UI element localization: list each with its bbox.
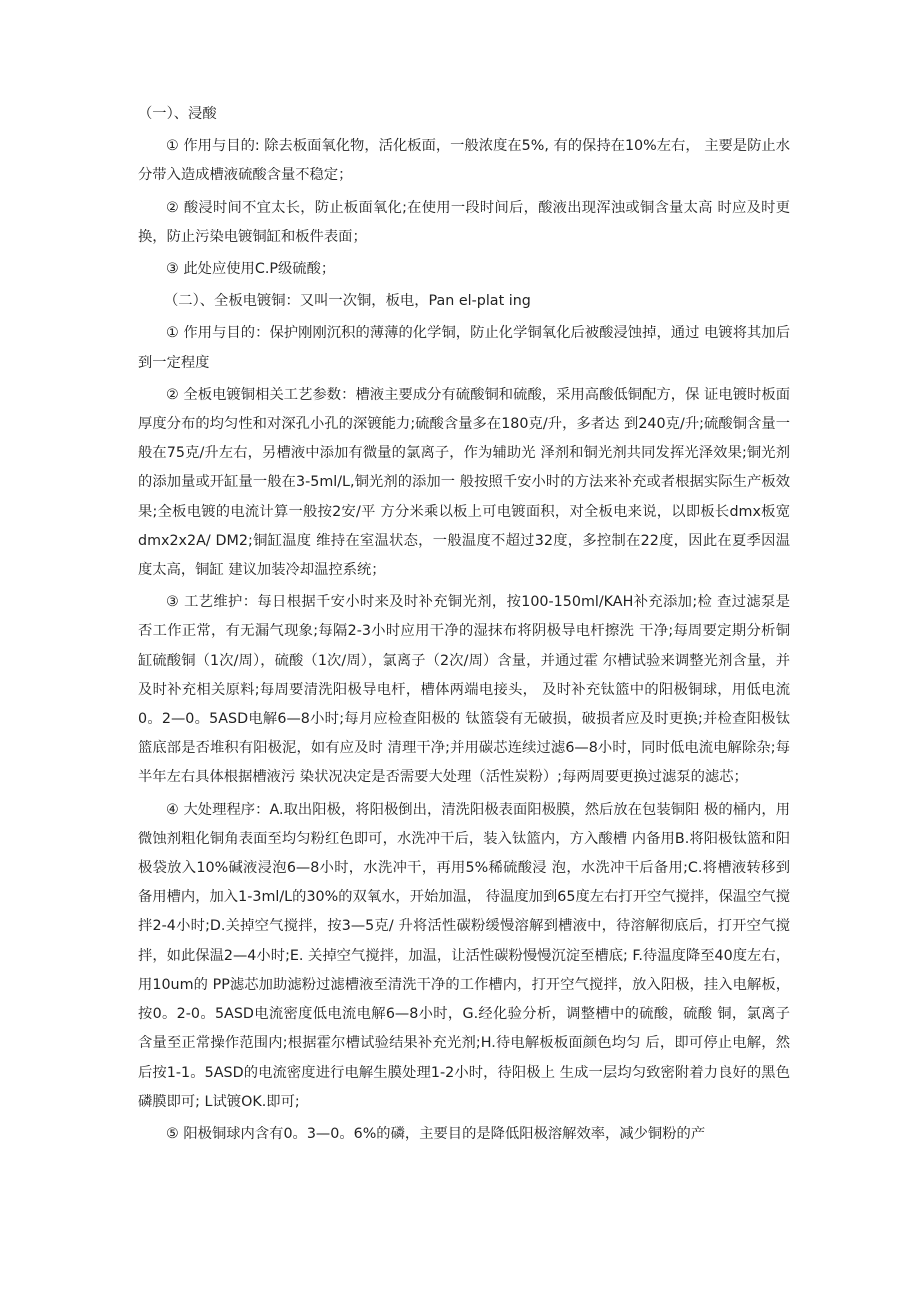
section-heading-panel-plating: （二）、全板电镀铜：又叫一次铜，板电，Pan el-plat ing bbox=[164, 293, 531, 310]
paragraph-panel-plating-purpose: ① 作用与目的：保护刚刚沉积的薄薄的化学铜，防止化学铜氧化后被酸浸蚀掉，通过 电镀将其加后到一定程度 bbox=[138, 325, 790, 371]
document-page bbox=[138, 100, 790, 1152]
paragraph-major-treatment: ④ 大处理程序：A.取出阳极，将阳极倒出，清洗阳极表面阳极膜，然后放在包装铜阳 极的桶内，用微蚀剂粗化铜角表面至均匀粉红色即可，水洗冲干后，装入钛篮内，方入酸槽 内备用B.将阳极钛篮和阳极袋放入10%碱液浸泡6—8小时，水洗冲干，再用5%稀硫酸浸 泡，水洗冲干后备用;C.将槽液转移到备用槽内，加入1-3ml/L的30%的双氧水，开始加温， 待温度加到65度左右打开空气搅拌，保温空气搅拌2-4小时;D.关掉空气搅拌，按3—5克/ 升将活性碳粉缓慢溶解到槽液中，待溶解彻底后，打开空气搅拌，如此保温2—4小时;E. 关掉空气搅拌，加温，让活性碳粉慢慢沉淀至槽底; F.待温度降至40度左右，用10um的 PP滤芯加助滤粉过滤槽液至清洗干净的工作槽内，打开空气搅拌，放入阳极，挂入电解板， 按0。2-0。5ASD电流密度低电流电解6—8小时，G.经化验分析，调整槽中的硫酸，硫酸 铜，氯离子含量至正常操作范围内;根据霍尔槽试验结果补充光剂;H.待电解板板面颜色均匀 后，即可停止电解，然后按1-1。5ASD的电流密度进行电解生膜处理1-2小时，待阳极上 生成一层均匀致密附着力良好的黑色磷膜即可; L试镀OK.即可; bbox=[138, 801, 790, 1110]
section-heading-acid-dip: （一）、浸酸 bbox=[138, 106, 217, 122]
paragraph-acid-dip-grade: ③ 此处应使用C.P级硫酸； bbox=[166, 261, 336, 278]
paragraph-acid-dip-time: ② 酸浸时间不宜太长，防止板面氧化;在使用一段时间后，酸液出现浑浊或铜含量太高 时应及时更换，防止污染电镀铜缸和板件表面； bbox=[138, 199, 790, 245]
paragraph-process-maintenance: ③ 工艺维护：每日根据千安小时来及时补充铜光剂，按100-150ml/KAH补充添加;检 查过滤泵是否工作正常，有无漏气现象;每隔2-3小时应用干净的湿抹布将阴极导电杆擦洗 干净;每周要定期分析铜缸硫酸铜（1次/周），硫酸（1次/周），氯离子（2次/周）含量，并通过霍 尔槽试验来调整光剂含量，并及时补充相关原料;每周要清洗阳极导电杆，槽体两端电接头， 及时补充钛篮中的阳极铜球，用低电流0。2—0。5ASD电解6—8小时;每月应检查阳极的 钛篮袋有无破损，破损者应及时更换;并检查阳极钛篮底部是否堆积有阳极泥，如有应及时 清理干净;并用碳芯连续过滤6—8小时，同时低电流电解除杂;每半年左右具体根据槽液污 染状况决定是否需要大处理（活性炭粉）;每两周要更换过滤泵的滤芯； bbox=[138, 594, 790, 786]
paragraph-acid-dip-purpose: ① 作用与目的: 除去板面氧化物，活化板面，一般浓度在5%, 有的保持在10%左右， 主要是防止水分带入造成槽液硫酸含量不稳定； bbox=[138, 138, 790, 184]
paragraph-panel-plating-parameters: ② 全板电镀铜相关工艺参数：槽液主要成分有硫酸铜和硫酸，采用高酸低铜配方，保 证电镀时板面厚度分布的均匀性和对深孔小孔的深镀能力;硫酸含量多在180克/升，多者达 到240克/升;硫酸铜含量一般在75克/升左右，另槽液中添加有微量的氯离子，作为辅助光 泽剂和铜光剂共同发挥光泽效果;铜光剂的添加量或开缸量一般在3-5ml/L,铜光剂的添加一 般按照千安小时的方法来补充或者根据实际生产板效果;全板电镀的电流计算一般按2安/平 方分米乘以板上可电镀面积，对全板电来说，以即板长dmx板宽dmx2x2A/ DM2;铜缸温度 维持在室温状态，一般温度不超过32度，多控制在22度，因此在夏季因温度太高，铜缸 建议加装冷却温控系统； bbox=[138, 386, 790, 579]
paragraph-anode-copper-balls: ⑤ 阳极铜球内含有0。3—0。6%的磷，主要目的是降低阳极溶解效率，减少铜粉的产 bbox=[166, 1125, 706, 1142]
